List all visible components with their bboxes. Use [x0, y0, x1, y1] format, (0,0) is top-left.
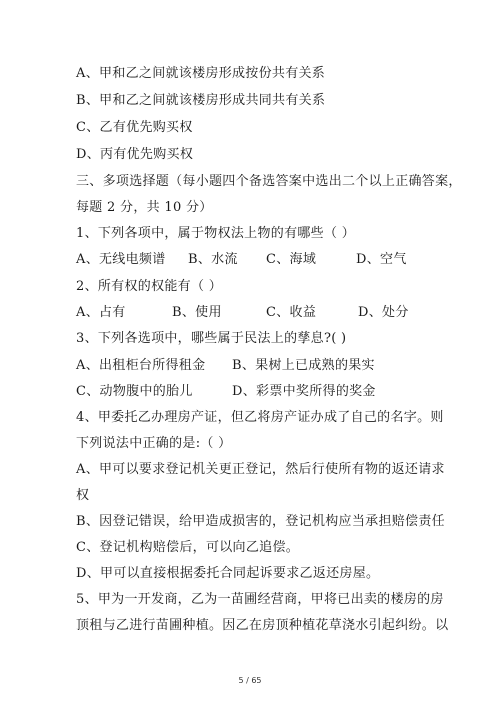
q1-option-c: C、海域	[266, 252, 317, 267]
question-4: 4、甲委托乙办理房产证，但乙将房产证办成了自己的名字。则	[76, 410, 444, 425]
q2-option-d: D、处分	[358, 305, 409, 320]
q4-option-b: B、因登记错误，给甲造成损害的，登记机构应当承担赔偿责任	[76, 514, 445, 529]
question-3-options-row1	[76, 358, 436, 374]
question-2-options	[76, 305, 436, 321]
option-b-text: B、甲和乙之间就该楼房形成共同共有关系	[76, 93, 326, 108]
question-1-options	[76, 252, 436, 268]
q1-option-b: B、水流	[188, 252, 238, 267]
q1-option-d: D、空气	[356, 252, 407, 267]
q2-option-a: A、占有	[76, 305, 126, 320]
question-4-continued: 下列说法中正确的是:（ ）	[76, 436, 232, 451]
question-2: 2、所有权的权能有（ ）	[76, 279, 223, 294]
q4-option-a: A、甲可以要求登记机关更正登记，然后行使所有物的返还请求	[76, 462, 445, 477]
question-3-options-row2	[76, 384, 436, 400]
q1-option-a: A、无线电频谱	[76, 252, 166, 267]
q3-option-c: C、动物腹中的胎儿	[76, 384, 193, 399]
q2-option-c: C、收益	[266, 305, 317, 320]
question-1: 1、下列各项中，属于物权法上物的有哪些（ ）	[76, 226, 356, 241]
q2-option-b: B、使用	[172, 305, 222, 320]
q3-option-a: A、出租柜台所得租金	[76, 358, 206, 373]
option-d-text: D、丙有优先购买权	[76, 147, 194, 162]
q3-option-b: B、果树上已成熟的果实	[232, 358, 375, 373]
q4-option-d: D、甲可以直接根据委托合同起诉要求乙返还房屋。	[76, 566, 380, 581]
option-a-text: A、甲和乙之间就该楼房形成按份共有关系	[76, 66, 326, 81]
question-5-continued: 顶租与乙进行苗圃种植。因乙在房顶种植花草浇水引起纠纷。以	[76, 618, 449, 633]
option-c-text: C、乙有优先购买权	[76, 120, 193, 135]
q4-option-a-continued: 权	[76, 488, 90, 503]
section-heading: 三、多项选择题（每小题四个备选答案中选出二个以上正确答案，	[76, 174, 462, 189]
section-heading-continued: 每题 2 分，共 10 分）	[76, 200, 213, 215]
q4-option-c: C、登记机构赔偿后，可以向乙追偿。	[76, 540, 300, 555]
question-3: 3、下列各选项中，哪些属于民法上的孳息?( )	[76, 331, 347, 346]
page-number: 5 / 65	[238, 676, 262, 685]
question-5: 5、甲为一开发商，乙为一苗圃经营商，甲将已出卖的楼房的房	[76, 592, 444, 607]
q3-option-d: D、彩票中奖所得的奖金	[232, 384, 376, 399]
